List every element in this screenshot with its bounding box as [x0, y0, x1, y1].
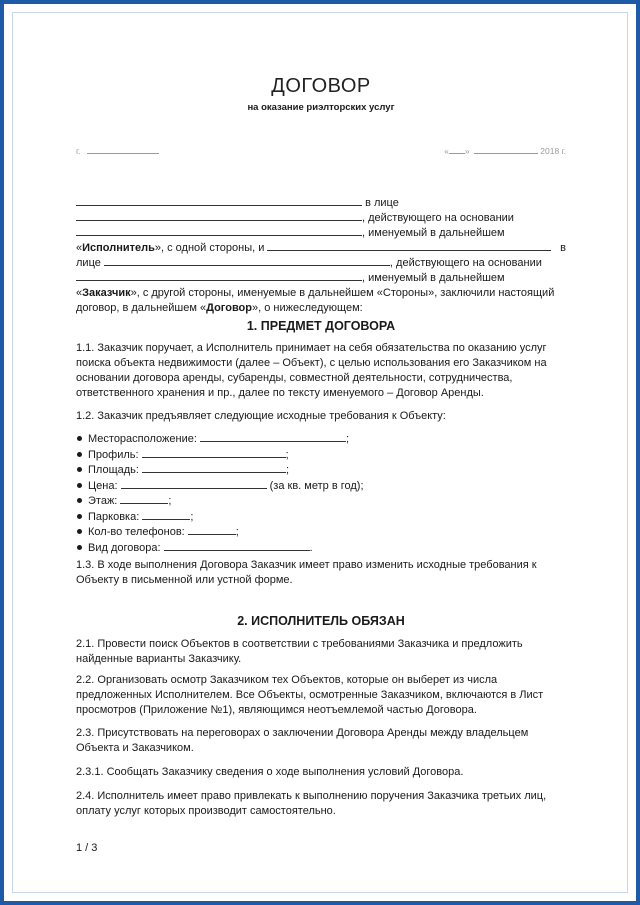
party1-basis-blank: [76, 226, 362, 236]
month-blank: [474, 144, 538, 154]
clause-1-2: 1.2. Заказчик предъявляет следующие исходные требования к Объекту:: [76, 410, 446, 422]
list-item: Этаж: ;: [76, 493, 566, 509]
list-item: Цена: (за кв. метр в год);: [76, 478, 566, 494]
list-item: Кол-во телефонов: ;: [76, 524, 566, 540]
parties-line-6: , именуемый в дальнейшем: [76, 270, 566, 285]
section-2-heading: 2. ИСПОЛНИТЕЛЬ ОБЯЗАН: [237, 614, 405, 628]
parties-line-2: , действующего на основании: [76, 210, 566, 225]
document-subtitle: на оказание риэлторских услуг: [247, 102, 395, 113]
requirements-list: [76, 431, 566, 555]
list-item: Месторасположение: ;: [76, 431, 566, 447]
page-number: 1 / 3: [76, 842, 98, 854]
document-title: ДОГОВОР: [271, 75, 371, 97]
parties-line-3: , именуемый в дальнейшем: [76, 225, 566, 240]
party2-rep-blank: [104, 256, 390, 266]
place-blank: [87, 144, 159, 154]
list-item: Вид договора: .: [76, 540, 566, 556]
party2-name-blank: [267, 241, 551, 251]
list-item: Площадь: ;: [76, 462, 566, 478]
parties-block: [76, 195, 566, 315]
parties-line-8: договор, в дальнейшем «Договор», о нижеследующем:: [76, 302, 363, 314]
parties-line-1: в лице: [76, 195, 566, 210]
party1-name-blank: [76, 196, 362, 206]
parties-line-5: лице , действующего на основании: [76, 257, 542, 269]
place-field: г.: [76, 144, 159, 157]
parties-line-4: «Исполнитель», с одной стороны, и в: [76, 242, 566, 254]
day-blank: [449, 144, 465, 154]
list-item: Профиль: ;: [76, 447, 566, 463]
clause-1-3: 1.3. В ходе выполнения Договора Заказчик имеет право изменить исходные требования к Объекту в письменной или устной форме.: [76, 559, 537, 586]
list-item: Парковка: ;: [76, 509, 566, 525]
clause-2-3: 2.3. Присутствовать на переговорах о заключении Договора Аренды между владельцем Объекта и Заказчиком.: [76, 727, 529, 754]
clause-2-2: 2.2. Организовать осмотр Заказчиком тех Объектов, которые он выберет из числа предложенных Исполнителем. Все Объекты, осмотренные Заказчиком, включаются в Лист просмотров (Приложение №1), являющимся неотъемлемой частью Договора.: [76, 674, 544, 716]
party2-basis-blank: [76, 271, 362, 281]
party1-rep-blank: [76, 211, 362, 221]
clause-1-1: 1.1. Заказчик поручает, а Исполнитель принимает на себя обязательства по оказанию услуг поиска объекта недвижимости (далее – Объект), с целью использования его Заказчиком на основании договора аренды, субаренды, совместной деятельности, сотрудничества, ответственного хранения и пр., далее по тексту именуемого – Договор Аренды.: [76, 342, 547, 399]
clause-2-1: 2.1. Провести поиск Объектов в соответствии с требованиями Заказчика и предложить найденные варианты Заказчику.: [76, 638, 523, 665]
date-field: « » 2018 г.: [444, 146, 566, 156]
section-1-heading: 1. ПРЕДМЕТ ДОГОВОРА: [246, 319, 396, 333]
clause-2-3-1: 2.3.1. Сообщать Заказчику сведения о ходе выполнения условий Договора.: [76, 766, 464, 778]
parties-line-7: «Заказчик», с другой стороны, именуемые в дальнейшем «Стороны», заключили настоящий: [76, 287, 555, 299]
clause-2-4: 2.4. Исполнитель имеет право привлекать к выполнению поручения Заказчика третьих лиц, оплату услуг которых производит самостоятельно.: [76, 790, 547, 817]
